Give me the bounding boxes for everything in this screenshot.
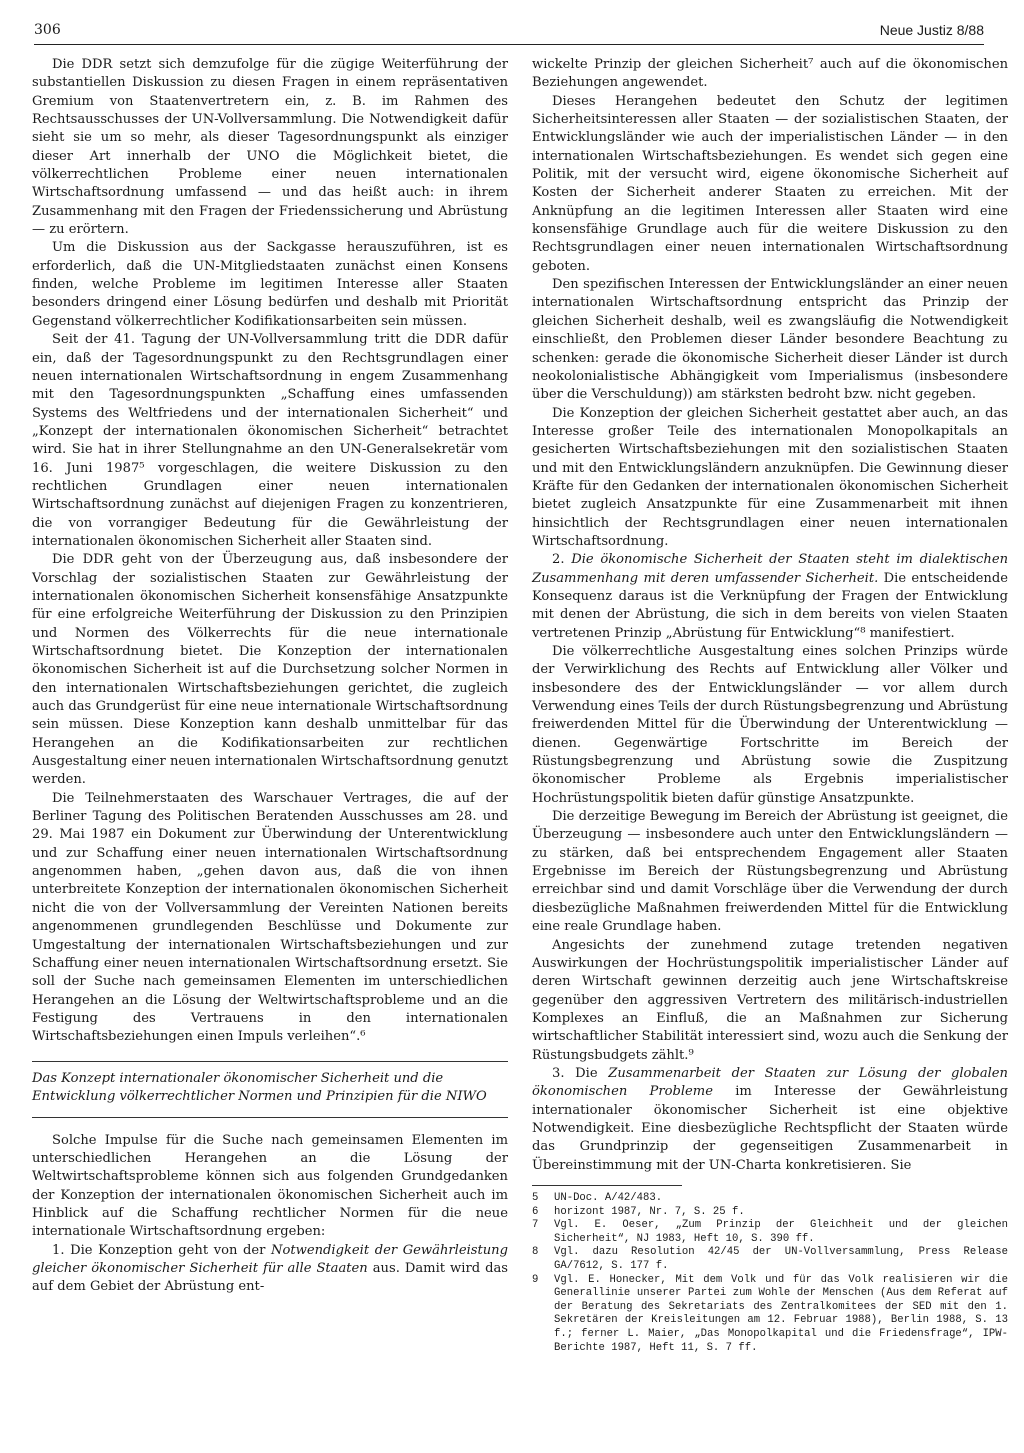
- footnote-number: 9: [532, 1273, 539, 1286]
- paragraph: Die DDR setzt sich demzufolge für die zügige Weiterführung der substantiellen Diskussion zu diesen Fragen in einem repräsentativen Gremium von Staatenvertretern ein, z. B. im Rahmen des Rechtsausschusses der UN-Vollversammlung. Die Notwendigkeit dafür sieht sie um so mehr, als dieser Tagesordnungspunkt als einziger dieser Art innerhalb der UNO die Möglichkeit bietet, die völkerrechtlichen Probleme einer neuen internationalen Wirtschaftsordnung umfassend — und das heißt auch: in ihrem Zusammenhang mit den Fragen der Friedenssicherung und Abrüstung — zu erörtern.: [32, 57, 508, 238]
- paragraph: [532, 1065, 1008, 1175]
- paragraph: Die derzeitige Bewegung im Bereich der Abrüstung ist geeignet, die Überzeugung — insbesondere auch unter den Entwicklungsländern — zu stärken, daß bei entsprechendem Engagement aller Staaten Ergebnisse im Bereich der Rüstungsbegrenzung und Abrüstung erreichbar sind und damit Vorschläge über die Verwendung der durch diesbezügliche Maßnahmen freiwerdenden Mittel für die Entwicklung eine reale Grundlage haben.: [532, 809, 1008, 935]
- paragraph: Die völkerrechtliche Ausgestaltung eines solchen Prinzips würde der Verwirklichung des Rechts auf Entwicklung aller Völker und insbesondere des der Entwicklungsländer — vor allem durch Verwendung eines Teils der durch Rüstungsbegrenzung und Abrüstung freiwerdenden Mittel für die Überwindung der Unterentwicklung — dienen. Gegenwärtige Fortschritte im Bereich der Rüstungsbegrenzung und Abrüstung sowie die Zuspitzung ökonomischer Probleme als Ergebnis imperialistischer Hochrüstungspolitik bieten dafür günstige Ansatzpunkte.: [532, 644, 1008, 806]
- footnote-number: 7: [532, 1219, 539, 1232]
- emphasis-text: Die ökonomische Sicherheit der Staaten steht im dialektischen Zusammenhang mit deren umfassender Sicherheit.: [532, 552, 1009, 586]
- paragraph: wickelte Prinzip der gleichen Sicherheit⁷ auch auf die ökonomischen Beziehungen angewendet.: [532, 57, 1008, 91]
- paragraph-tail: aus. Damit wird das auf dem Gebiet der Abrüstung ent-: [32, 1260, 509, 1295]
- footnote: [532, 1206, 1008, 1220]
- paragraph: Die Teilnehmerstaaten des Warschauer Vertrages, die auf der Berliner Tagung des Politischen Beratenden Ausschusses am 28. und 29. Mai 1987 ein Dokument zur Überwindung der Unterentwicklung und zur Schaffung einer neuen internationalen Wirtschaftsordnung angenommen haben, „gehen davon aus, daß die von ihnen unterbreitete Konzeption der internationalen ökonomischen Sicherheit nicht die von der Vollversammlung der Vereinten Nationen bereits angenommenen grundlegenden Beschlüsse und Dokumente zur Umgestaltung der internationalen Wirtschaftsbeziehungen und zur Schaffung einer neuen internationalen Wirtschaftsordnung ersetzt. Sie soll der Suche nach gemeinsamen Elementen im unterschiedlichen Herangehen an die Lösung der Weltwirtschaftsprobleme und an die Festigung des Vertrauens in den internationalen Wirtschaftsbeziehungen einen Impuls verleihen“.⁶: [32, 790, 508, 1045]
- footnote: [532, 1246, 1008, 1273]
- footnote: [532, 1192, 1008, 1206]
- footnote-divider: [532, 1185, 682, 1186]
- paragraph-lead: 2.: [552, 552, 572, 568]
- footnote-text: horizont 1987, Nr. 7, S. 25 f.: [554, 1205, 745, 1218]
- footnote-number: 6: [532, 1205, 539, 1218]
- page-number: 306: [34, 22, 61, 38]
- journal-title: Neue Justiz 8/88: [879, 22, 984, 38]
- footnote-number: 8: [532, 1246, 539, 1259]
- footnote: [532, 1219, 1008, 1246]
- paragraph: Angesichts der zunehmend zutage tretenden negativen Auswirkungen der Hochrüstungspolitik imperialistischer Länder auf deren Wirtschaft gewinnen derzeitig auch jene Wirtschaftskreise gegenüber den aggressiven Vertretern des militärisch-industriellen Komplexes an Einfluß, die an Maßnahmen zur Sicherung wirtschaftlicher Stabilität interessiert sind, wozu auch die Senkung der Rüstungsbudgets zählt.⁹: [532, 937, 1008, 1063]
- paragraph: Seit der 41. Tagung der UN-Vollversammlung tritt die DDR dafür ein, daß der Tagesordnungspunkt zu den Rechtsgrundlagen einer neuen internationalen Wirtschaftsordnung in engem Zusammenhang mit den Tagesordnungspunkten „Schaffung eines umfassenden Systems des Weltfriedens und der internationalen Sicherheit“ und „Konzept der internationalen ökonomischen Sicherheit“ betrachtet wird. Sie hat in ihrer Stellungnahme an den UN-Generalsekretär vom 16. Juni 1987⁵ vorgeschlagen, die weitere Diskussion zu den rechtlichen Grundlagen einer neuen internationalen Wirtschaftsordnung zunächst auf diejenigen Fragen zu konzentrieren, die von vorrangiger Bedeutung für die Gewährleistung der internationalen ökonomischen Sicherheit aller Staaten sind.: [32, 332, 508, 549]
- footnote-text: Vgl. dazu Resolution 42/45 der UN-Vollversammlung, Press Release GA/7612, S. 177 f.: [554, 1246, 1008, 1272]
- footnote-text: Vgl. E. Honecker, Mit dem Volk und für das Volk realisieren wir die Generallinie unserer Partei zum Wohle der Menschen (Aus dem Referat auf der Beratung des Sekretariats des Zentralkomitees der SED mit den 1. Sekretären der Kreisleitungen am 12. Februar 1988), Berlin 1988, S. 13 f.; ferner L. Maier, „Das Monopolkapital und die Friedensfrage“, IPW-Berichte 1987, Heft 11, S. 7 ff.: [554, 1273, 1008, 1354]
- paragraph: Solche Impulse für die Suche nach gemeinsamen Elementen im unterschiedlichen Herangehen an die Lösung der Weltwirtschaftsprobleme können sich aus folgenden Grundgedanken der Konzeption der internationalen ökonomischen Sicherheit auch im Hinblick auf die Schaffung rechtlicher Normen für die neue internationale Wirtschaftsordnung ergeben:: [32, 1132, 508, 1240]
- paragraph: Die Konzeption der gleichen Sicherheit gestattet aber auch, an das Interesse großer Teile des internationalen Monopolkapitals an gesicherten Wirtschaftsbeziehungen mit den sozialistischen Staaten und mit den Entwicklungsländern anzuknüpfen. Die Gewinnung dieser Kräfte für den Gedanken der internationalen ökonomischen Sicherheit bietet zugleich Ansatzpunkte für eine Zusammenarbeit mit ihnen hinsichtlich der Rechtsgrundlagen einer neuen internationalen Wirtschaftsordnung.: [532, 405, 1008, 549]
- footnote: [532, 1274, 1008, 1356]
- paragraph-tail: Die entscheidende Konsequenz daraus ist die Verknüpfung der Fragen der Entwicklung mit denen der Abrüstung, die sich in dem bereits von vielen Staaten vertretenen Prinzip „Abrüstung für Entwicklung“⁸ manifestiert.: [532, 570, 1008, 641]
- footnote-text: Vgl. E. Oeser, „Zum Prinzip der Gleichheit und der gleichen Sicherheit“, NJ 1983, Heft 10, S. 390 ff.: [554, 1219, 1008, 1245]
- paragraph: Dieses Herangehen bedeutet den Schutz der legitimen Sicherheitsinteressen aller Staaten — der sozialistischen Staaten, der Entwicklungsländer wie auch der imperialistischen Länder — in den internationalen Wirtschaftsbeziehungen. Es wendet sich gegen eine Politik, mit der versucht wird, eigene ökonomische Sicherheit auf Kosten der Sicherheit anderer Staaten zu erreichen. Mit der Anknüpfung an die legitimen Interessen aller Staaten wird eine konsensfähige Grundlage auch für die weitere Diskussion zu den Rechtsgrundlagen einer neuen internationalen Wirtschaftsordnung geboten.: [532, 93, 1008, 274]
- section-heading: Das Konzept internationaler ökonomischer Sicherheit und die Entwicklung völkerrechtlicher Normen und Prinzipien für die NIWO: [32, 1061, 508, 1118]
- right-column: [532, 56, 1008, 1355]
- footnote-text: UN-Doc. A/42/483.: [554, 1191, 663, 1204]
- left-column: [32, 56, 508, 1297]
- paragraph-tail: im Interesse der Gewährleistung internationaler ökonomischer Sicherheit ist eine objektive Notwendigkeit. Eine diesbezügliche Rechtspflicht der Staaten würde das Grundprinzip der gegenseitigen Zusammenarbeit in Übereinstimmung mit der UN-Charta konkretisieren. Sie: [532, 1084, 1008, 1173]
- paragraph: [532, 551, 1008, 643]
- paragraph: Den spezifischen Interessen der Entwicklungsländer an einer neuen internationalen Wirtschaftsordnung entspricht das Prinzip der gleichen Sicherheit deshalb, weil es zwangsläufig die Notwendigkeit einschließt, den Problemen dieser Länder besondere Beachtung zu schenken: gerade die ökonomische Sicherheit dieser Länder ist durch neokolonialistische Abhängigkeit vom Imperialismus (insbesondere über die Verschuldung)) am stärksten bedroht bzw. nicht gegeben.: [532, 277, 1008, 403]
- emphasis-text: Zusammenarbeit der Staaten zur Lösung der globalen ökonomischen Probleme: [532, 1065, 1008, 1100]
- footnotes: [532, 1192, 1008, 1355]
- page-header: [34, 22, 984, 45]
- paragraph: [32, 1242, 508, 1297]
- footnote-number: 5: [532, 1191, 539, 1204]
- paragraph-lead: 1. Die Konzeption geht von der: [52, 1242, 272, 1258]
- paragraph-lead: 3. Die: [552, 1065, 609, 1081]
- emphasis-text: Notwendigkeit der Gewährleistung gleicher ökonomischer Sicherheit für alle Staaten: [32, 1242, 508, 1276]
- paragraph: Die DDR geht von der Überzeugung aus, daß insbesondere der Vorschlag der sozialistischen Staaten zur Gewährleistung der internationalen ökonomischen Sicherheit konsensfähige Ansatzpunkte für eine erfolgreiche Weiterführung der Diskussion zu den Prinzipien und Normen des Völkerrechts für die neue internationale Wirtschaftsordnung bietet. Die Konzeption der internationalen ökonomischen Sicherheit ist auf die Durchsetzung solcher Normen in den internationalen Wirtschaftsbeziehungen gerichtet, die zugleich auch das Grundgerüst für eine neue internationale Wirtschaftsordnung sein müssen. Diese Konzeption kann deshalb unmittelbar für das Herangehen an die Kodifikationsarbeiten zur rechtlichen Ausgestaltung einer neuen internationalen Wirtschaftsordnung genutzt werden.: [32, 552, 508, 788]
- paragraph: Um die Diskussion aus der Sackgasse herauszuführen, ist es erforderlich, daß die UN-Mitgliedstaaten zunächst einen Konsens finden, welche Probleme im legitimen Interesse aller Staaten besonders dringend einer Lösung bedürfen und deshalb mit Priorität Gegenstand völkerrechtlicher Kodifikationsarbeiten sein müssen.: [32, 240, 508, 329]
